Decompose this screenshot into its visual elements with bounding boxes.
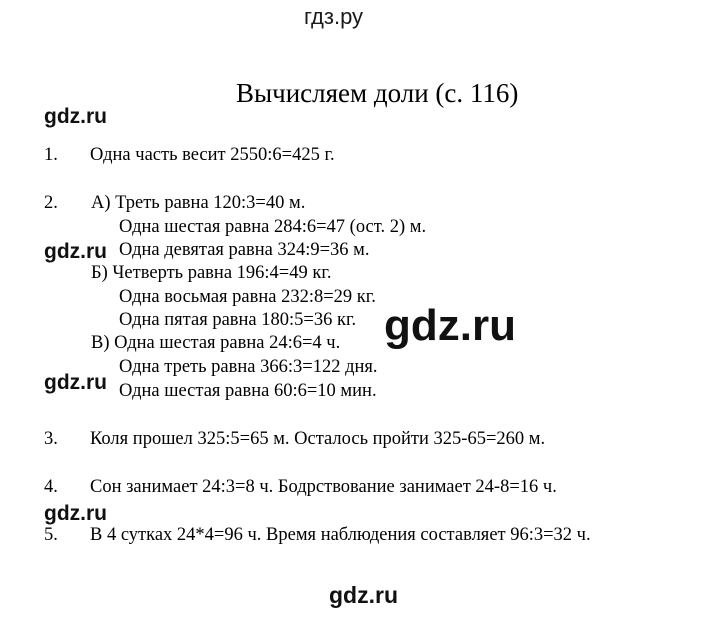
item-2-line-6: Одна пятая равна 180:5=36 кг. bbox=[119, 310, 357, 330]
item-3-line-1: Коля прошел 325:5=65 м. Осталось пройти 325-65=260 м. bbox=[90, 429, 546, 449]
item-5-line-1: В 4 сутках 24*4=96 ч. Время наблюдения составляет 96:3=32 ч. bbox=[90, 525, 591, 545]
item-5-number: 5. bbox=[44, 525, 58, 545]
item-2-line-4: Б) Четверть равна 196:4=49 кг. bbox=[91, 263, 332, 283]
item-2-line-7: В) Одна шестая равна 24:6=4 ч. bbox=[91, 333, 341, 353]
watermark-bottom: gdz.ru bbox=[329, 582, 398, 608]
watermark-side-3: gdz.ru bbox=[44, 371, 107, 394]
item-2-line-5: Одна восьмая равна 232:8=29 кг. bbox=[119, 287, 376, 307]
item-4-line-1: Сон занимает 24:3=8 ч. Бодрствование занимает 24-8=16 ч. bbox=[90, 477, 557, 497]
watermark-side-1: gdz.ru bbox=[44, 105, 107, 128]
item-2-line-9: Одна шестая равна 60:6=10 мин. bbox=[119, 381, 377, 401]
page-title: Вычисляем доли (с. 116) bbox=[236, 78, 519, 108]
item-2-line-2: Одна шестая равна 284:6=47 (ост. 2) м. bbox=[119, 217, 427, 237]
item-2-line-3: Одна девятая равна 324:9=36 м. bbox=[119, 240, 370, 260]
item-2-number: 2. bbox=[44, 193, 58, 213]
watermark-side-4: gdz.ru bbox=[44, 502, 107, 525]
watermark-top: гдз.ру bbox=[304, 4, 364, 29]
item-1-number: 1. bbox=[44, 145, 58, 165]
watermark-big: gdz.ru bbox=[384, 301, 516, 350]
watermark-side-2: gdz.ru bbox=[44, 240, 107, 263]
item-2-line-8: Одна треть равна 366:3=122 дня. bbox=[119, 357, 378, 377]
item-3-number: 3. bbox=[44, 429, 58, 449]
item-1-line-1: Одна часть весит 2550:6=425 г. bbox=[90, 145, 335, 165]
item-2-line-1: А) Треть равна 120:3=40 м. bbox=[91, 193, 306, 213]
item-4-number: 4. bbox=[44, 477, 58, 497]
